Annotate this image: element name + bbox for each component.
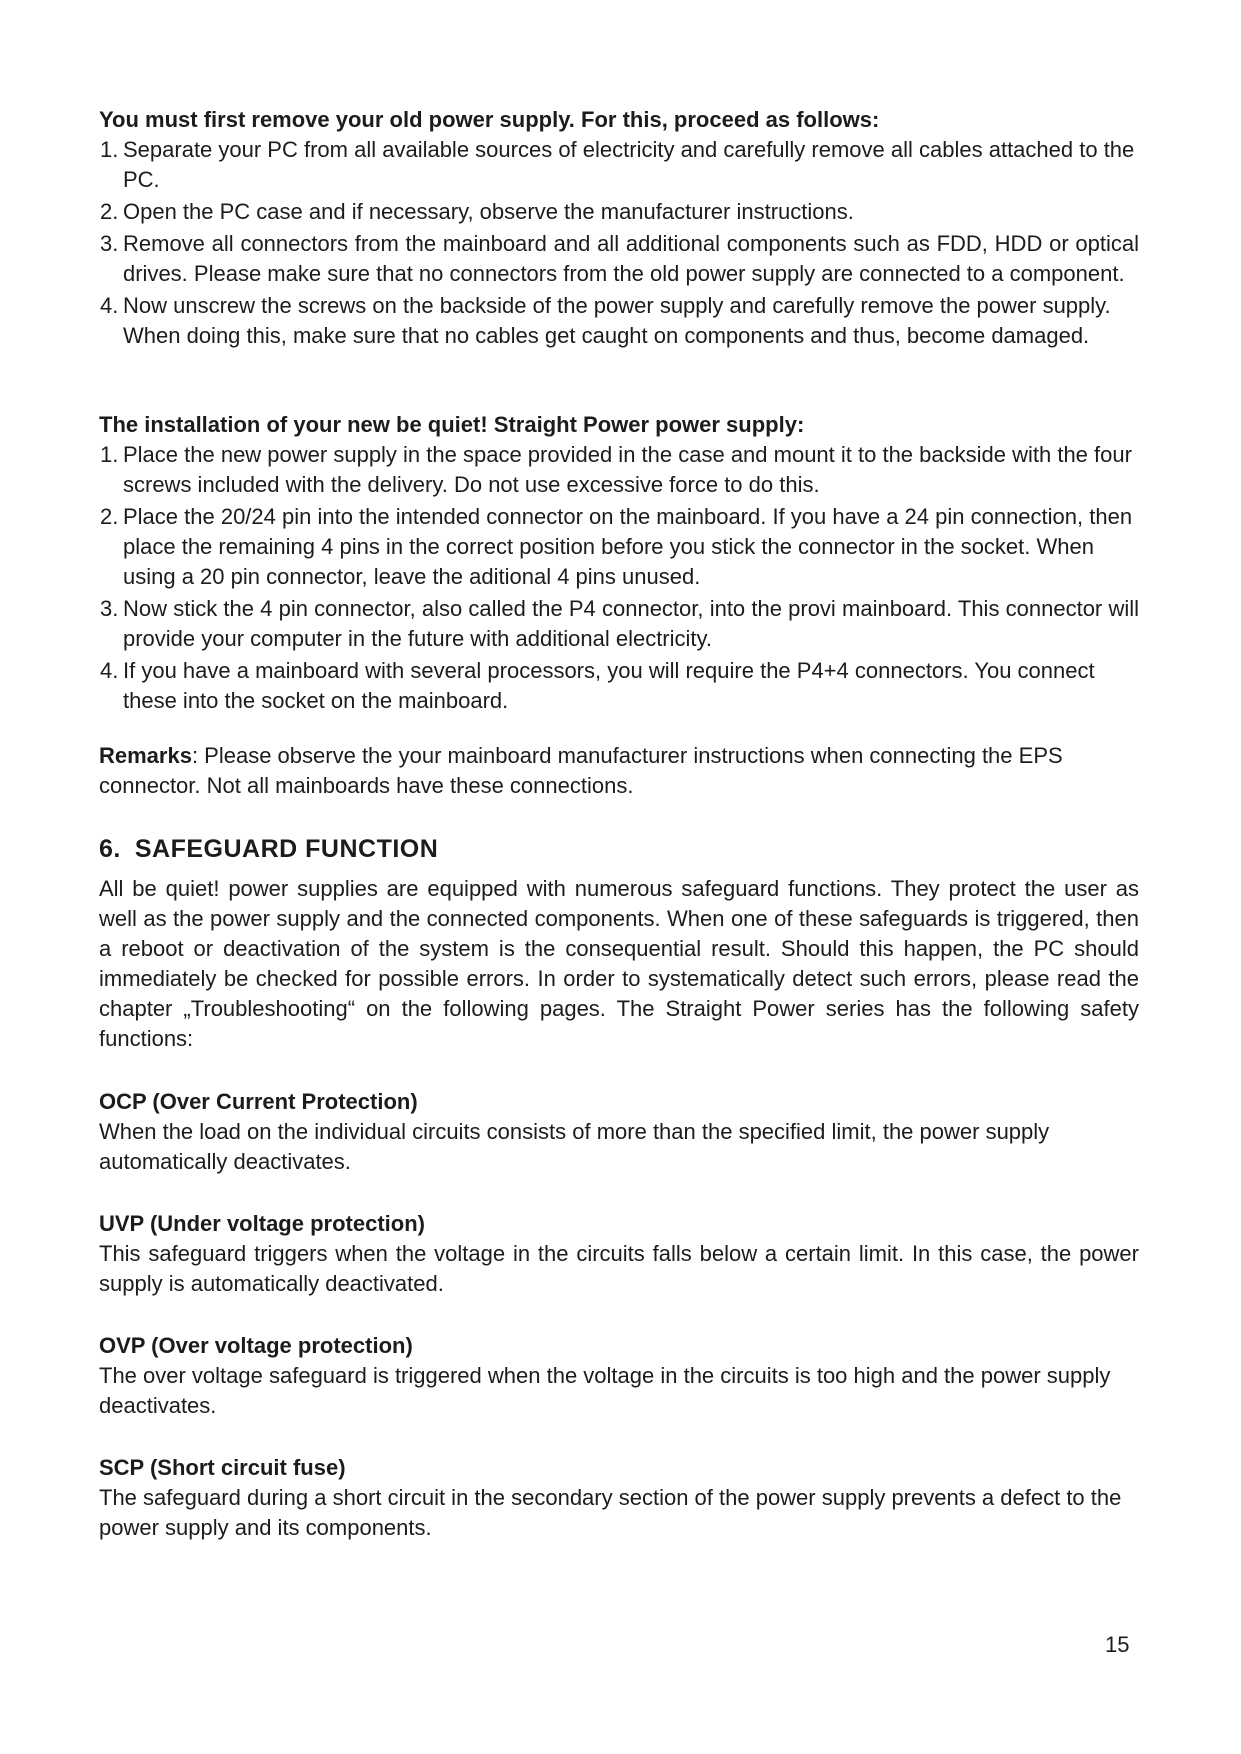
function-text: The over voltage safeguard is triggered when the voltage in the circuits is too high and the power supply deactivates.: [99, 1363, 1111, 1418]
safeguard-intro: [99, 874, 1139, 1054]
section-title: SAFEGUARD FUNCTION: [134, 835, 439, 863]
remove-step: [99, 197, 1139, 227]
step-text: Now stick the 4 pin connector, also called the P4 connector, into the provi mainboard. This connector will provide your computer in the future with additional electricity.: [123, 596, 1139, 651]
step-number: 1.: [100, 442, 119, 467]
step-number: 2.: [100, 199, 119, 224]
step-text: If you have a mainboard with several processors, you will require the P4+4 connectors. You connect these into the socket on the mainboard.: [123, 658, 1095, 713]
remarks-label: Remarks: [99, 743, 192, 768]
install-step: [99, 440, 1139, 500]
remarks-text: : Please observe the your mainboard manufacturer instructions when connecting the EPS connector. Not all mainboards have these connections.: [99, 743, 1063, 798]
function-title: OVP (Over voltage protection): [99, 1333, 413, 1358]
step-number: 4.: [100, 293, 119, 318]
install-section: [99, 410, 1139, 718]
remove-step: [99, 291, 1139, 351]
step-text: Now unscrew the screws on the backside of the power supply and carefully remove the power supply. When doing this, make sure that no cables get caught on components and thus, become damaged.: [123, 293, 1111, 348]
step-text: Open the PC case and if necessary, observe the manufacturer instructions.: [123, 199, 854, 224]
install-step: [99, 502, 1139, 592]
remove-step: [99, 229, 1139, 289]
step-text: Place the new power supply in the space provided in the case and mount it to the backside with the four screws included with the delivery. Do not use excessive force to do this.: [123, 442, 1132, 497]
install-steps-list: [99, 440, 1139, 716]
remove-step: [99, 135, 1139, 195]
remove-steps-list: [99, 135, 1139, 351]
function-title: SCP (Short circuit fuse): [99, 1455, 346, 1480]
ovp-section: [99, 1331, 1139, 1421]
remove-section: [99, 105, 1139, 353]
scp-section: [99, 1453, 1139, 1543]
remove-heading: You must first remove your old power supply. For this, proceed as follows:: [99, 107, 880, 132]
ocp-section: [99, 1087, 1139, 1177]
safeguard-heading: [99, 834, 1139, 864]
uvp-section: [99, 1209, 1139, 1299]
function-text: This safeguard triggers when the voltage in the circuits falls below a certain limit. In this case, the power supply is automatically deactivated.: [99, 1241, 1139, 1296]
intro-text: All be quiet! power supplies are equipped with numerous safeguard functions. They protect the user as well as the power supply and the connected components. When one of these safeguards is triggered, then a reboot or deactivation of the system is the consequential result. Should this happen, the PC should immediately be checked for possible errors. In order to systematically detect such errors, please read the chapter „Troubleshooting“ on the following pages. The Straight Power series has the following safety functions:: [99, 876, 1139, 1051]
step-number: 3.: [100, 231, 119, 256]
function-title: OCP (Over Current Protection): [99, 1089, 418, 1114]
function-text: The safeguard during a short circuit in the secondary section of the power supply prevents a defect to the power supply and its components.: [99, 1485, 1122, 1540]
function-title: UVP (Under voltage protection): [99, 1211, 425, 1236]
install-step: [99, 594, 1139, 654]
step-number: 1.: [100, 137, 119, 162]
install-step: [99, 656, 1139, 716]
remarks-paragraph: [99, 741, 1139, 801]
page-number: 15: [1105, 1632, 1130, 1657]
step-text: Separate your PC from all available sources of electricity and carefully remove all cables attached to the PC.: [123, 137, 1135, 192]
section-number: 6.: [99, 835, 121, 863]
step-text: Remove all connectors from the mainboard and all additional components such as FDD, HDD or optical drives. Please make sure that no connectors from the old power supply are connected to a component.: [123, 231, 1139, 286]
step-number: 3.: [100, 596, 119, 621]
step-text: Place the 20/24 pin into the intended connector on the mainboard. If you have a 24 pin connection, then place the remaining 4 pins in the correct position before you stick the connector in the socket. When using a 20 pin connector, leave the aditional 4 pins unused.: [123, 504, 1133, 589]
install-heading: The installation of your new be quiet! Straight Power power supply:: [99, 412, 805, 437]
function-text: When the load on the individual circuits consists of more than the specified limit, the power supply automatically deactivates.: [99, 1119, 1050, 1174]
step-number: 2.: [100, 504, 119, 529]
step-number: 4.: [100, 658, 119, 683]
